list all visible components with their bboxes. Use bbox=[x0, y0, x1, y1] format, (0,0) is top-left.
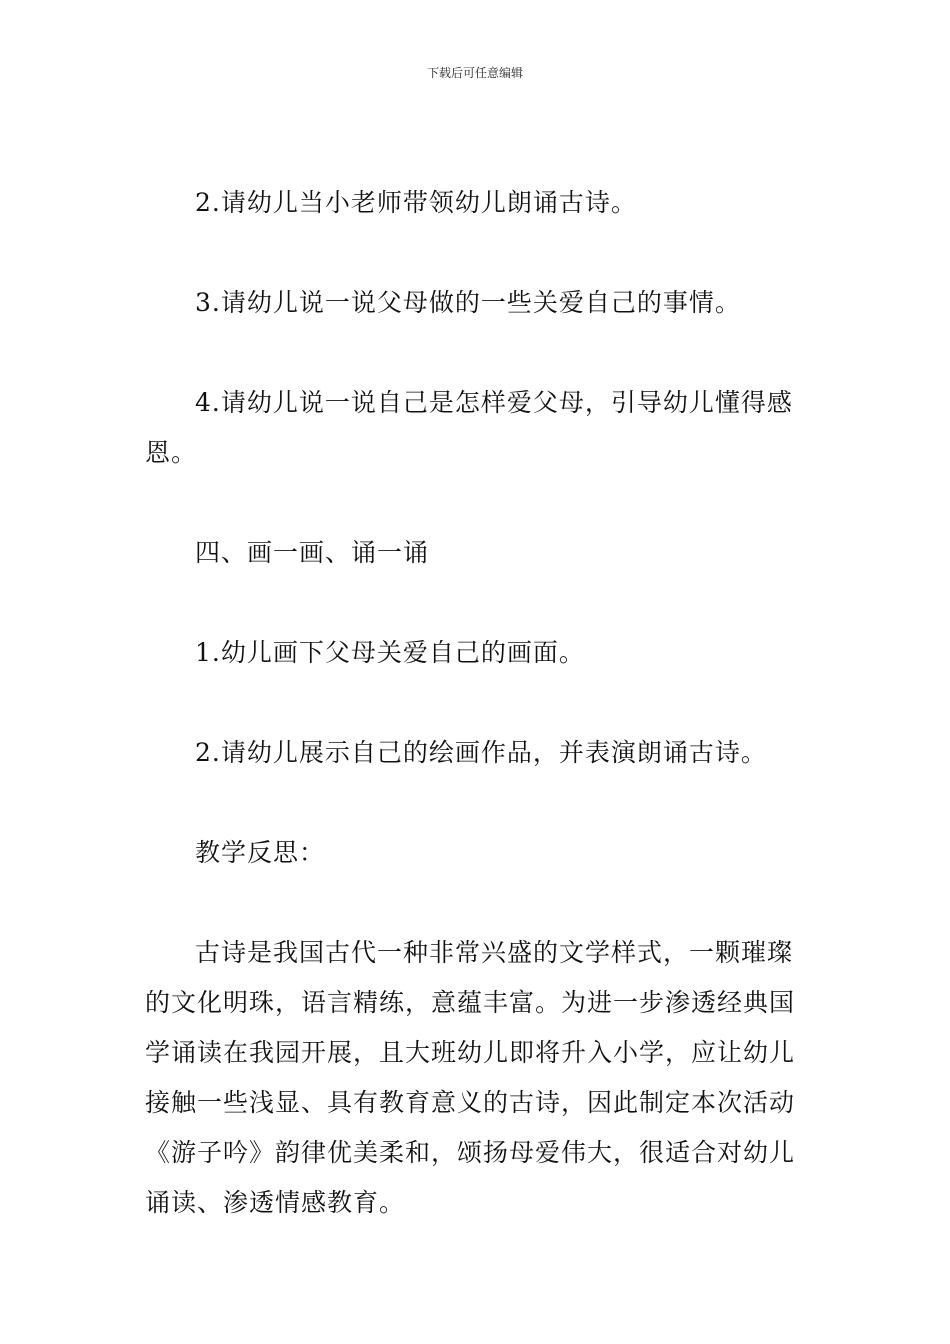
paragraph-draw-step-2: 2.请幼儿展示自己的绘画作品，并表演朗诵古诗。 bbox=[195, 738, 767, 767]
paragraph-spacer bbox=[145, 878, 807, 928]
paragraph-spacer bbox=[145, 328, 807, 378]
section-heading-reflection: 教学反思： bbox=[195, 838, 326, 867]
paragraph-spacer bbox=[145, 678, 807, 728]
section-heading-draw-recite: 四、画一画、诵一诵 bbox=[195, 538, 430, 567]
paragraph-spacer bbox=[145, 478, 807, 528]
paragraph-step-3-parents-care: 3.请幼儿说一说父母做的一些关爱自己的事情。 bbox=[195, 288, 741, 317]
paragraph-step-4-gratitude: 4.请幼儿说一说自己是怎样爱父母，引导幼儿懂得感恩。 bbox=[145, 388, 793, 467]
paragraph-step-2-lead-recitation: 2.请幼儿当小老师带领幼儿朗诵古诗。 bbox=[195, 188, 637, 217]
paragraph-spacer bbox=[145, 578, 807, 628]
paragraph-reflection-body: 古诗是我国古代一种非常兴盛的文学样式，一颗璀璨的文化明珠，语言精练，意蕴丰富。为进一步渗透经典国学诵读在我园开展，且大班幼儿即将升入小学，应让幼儿接触一些浅显、具有教育意义的古诗，因此制定本次活动《游子吟》韵律优美柔和，颂扬母爱伟大，很适合对幼儿诵读、渗透情感教育。 bbox=[145, 938, 796, 1217]
paragraph-spacer bbox=[145, 778, 807, 828]
document-body bbox=[145, 178, 807, 1228]
page-header: 下载后可任意编辑 bbox=[426, 66, 523, 80]
paragraph-spacer bbox=[145, 228, 807, 278]
paragraph-draw-step-1: 1.幼儿画下父母关爱自己的画面。 bbox=[195, 638, 585, 667]
